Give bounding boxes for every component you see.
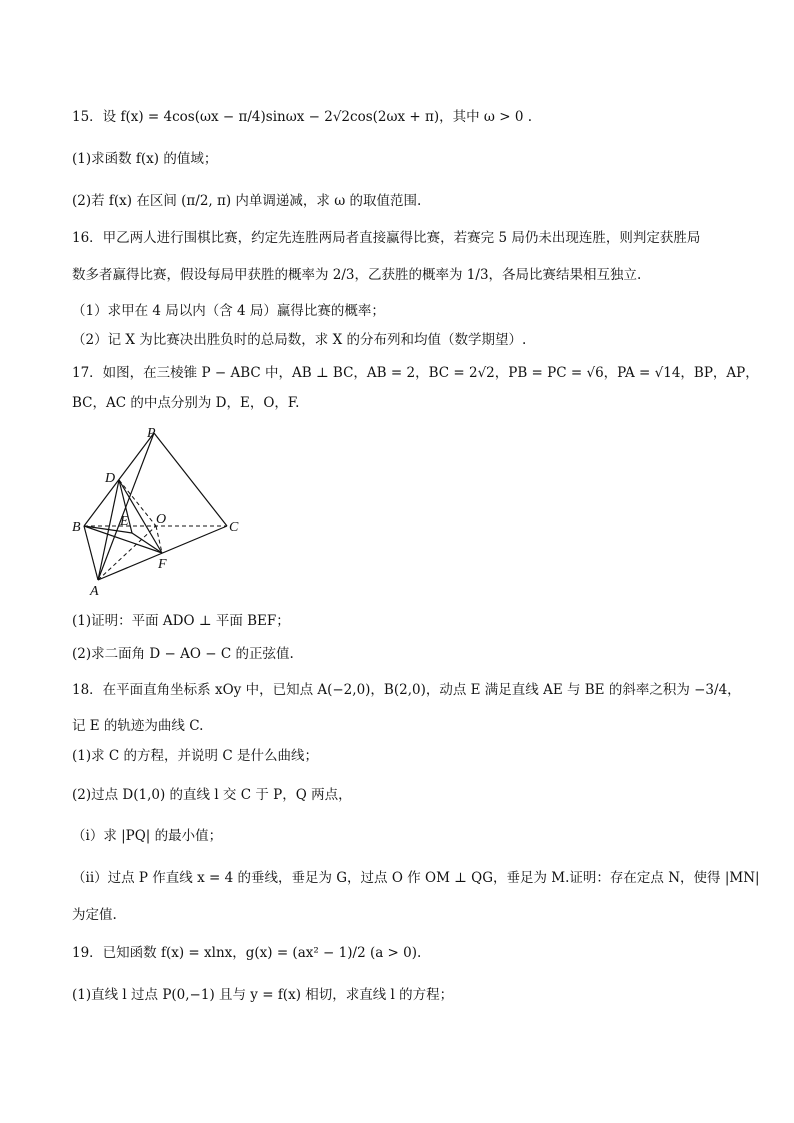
label-O: O: [156, 512, 167, 527]
problem-18-q2-ii-end: 为定值.: [72, 907, 117, 923]
label-E: E: [120, 514, 129, 529]
problem-18-q2: (2)过点 D(1,0) 的直线 l 交 C 于 P，Q 两点，: [72, 787, 352, 803]
problem-19-q1: (1)直线 l 过点 P(0,−1) 且与 y = f(x) 相切，求直线 l 的方程；: [72, 987, 454, 1003]
problem-19-stem: 19．已知函数 f(x) = xlnx，g(x) = (ax² − 1)/2 (a > 0).: [72, 945, 422, 961]
label-C: C: [229, 520, 239, 535]
label-P: P: [147, 426, 156, 441]
edge-BA: [84, 526, 98, 580]
tetrahedron-diagram: [70, 425, 250, 597]
problem-17-q1: (1)证明：平面 ADO ⊥ 平面 BEF；: [72, 613, 290, 629]
edge-PB: [84, 433, 154, 526]
problem-15-q1: (1)求函数 f(x) 的值域；: [72, 151, 218, 167]
problem-16-stem-line2: 数多者赢得比赛，假设每局甲获胜的概率为 2/3，乙获胜的概率为 1/3，各局比赛结果相互独立.: [72, 267, 642, 283]
problem-17-stem-line1: 17．如图，在三棱锥 P − ABC 中，AB ⊥ BC，AB = 2，BC = 2√2，PB = PC = √6，PA = √14，BP，AP，: [72, 365, 759, 381]
segment-BF: [84, 526, 162, 553]
problem-18-stem-line1: 18．在平面直角坐标系 xOy 中，已知点 A(−2,0)，B(2,0)，动点 E 满足直线 AE 与 BE 的斜率之积为 −3/4，: [72, 682, 741, 698]
problem-16-q1: （1）求甲在 4 局以内（含 4 局）赢得比赛的概率；: [72, 303, 385, 319]
segment-EF: [132, 533, 162, 553]
label-F: F: [158, 557, 167, 572]
problem-15-stem: 15．设 f(x) = 4cos(ωx − π/4)sinωx − 2√2cos(2ωx + π)，其中 ω > 0 .: [72, 109, 533, 125]
label-A: A: [90, 584, 99, 597]
problem-17-stem-line2: BC，AC 的中点分别为 D，E，O，F.: [72, 395, 300, 411]
problem-18-q2-i: （i）求 |PQ| 的最小值；: [72, 828, 223, 844]
problem-17-q2: (2)求二面角 D − AO − C 的正弦值.: [72, 646, 294, 662]
problem-18-q2-ii: （ii）过点 P 作直线 x = 4 的垂线，垂足为 G，过点 O 作 OM ⊥ QG，垂足为 M.证明：存在定点 N，使得 |MN|: [72, 870, 760, 886]
label-D: D: [105, 471, 116, 486]
solid-edges: [84, 433, 227, 580]
hidden-edges: [84, 480, 227, 580]
problem-15-q2: (2)若 f(x) 在区间 (π/2, π) 内单调递减，求 ω 的取值范围.: [72, 193, 422, 209]
label-B: B: [72, 520, 81, 535]
tetrahedron-figure: [70, 425, 250, 597]
problem-18-stem-line2: 记 E 的轨迹为曲线 C.: [72, 718, 204, 734]
problem-16-stem-line1: 16．甲乙两人进行围棋比赛，约定先连胜两局者直接赢得比赛，若赛完 5 局仍未出现连胜，则判定获胜局: [72, 230, 701, 246]
problem-16-q2: （2）记 X 为比赛决出胜负时的总局数，求 X 的分布列和均值（数学期望）.: [72, 332, 527, 348]
problem-18-q1: (1)求 C 的方程，并说明 C 是什么曲线；: [72, 748, 318, 764]
